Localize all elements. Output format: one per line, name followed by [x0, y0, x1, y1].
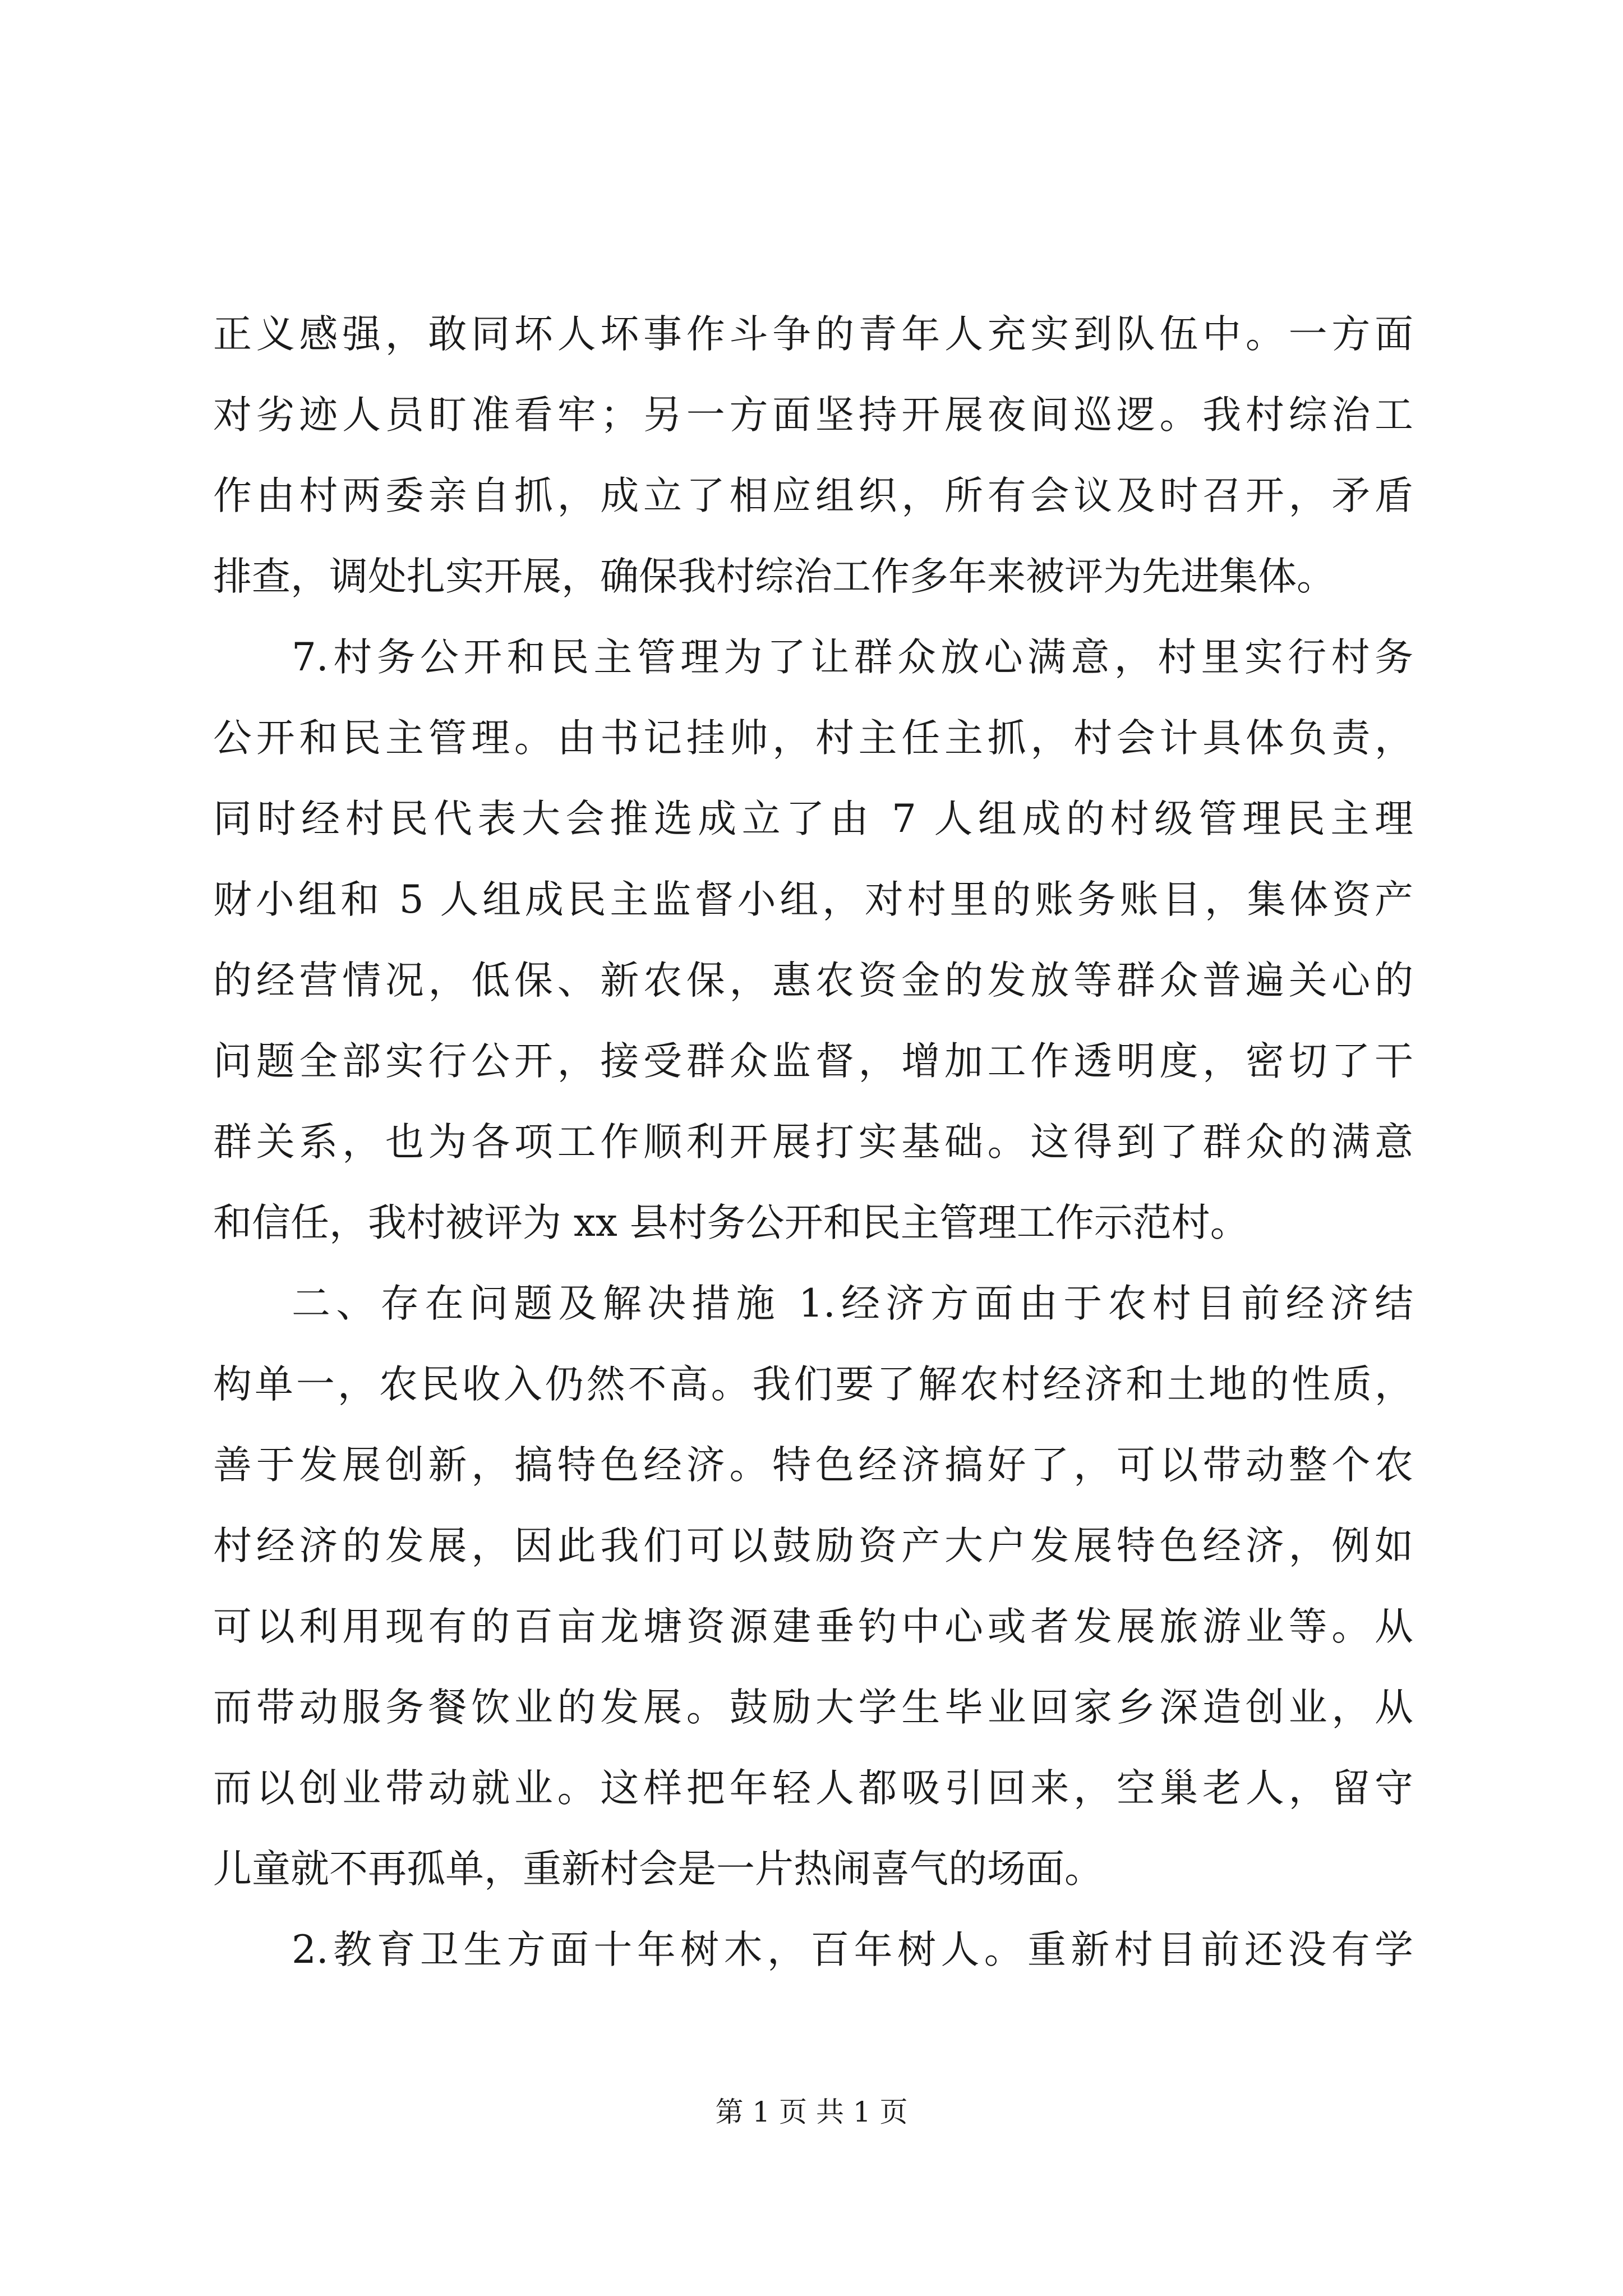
text-line: 7.村务公开和民主管理为了让群众放心满意，村里实行村务 [292, 635, 1413, 680]
text-line: 同时经村民代表大会推选成立了由 7 人组成的村级管理民主理 [213, 797, 1413, 841]
page-footer: 第 1 页 共 1 页 [715, 2096, 908, 2128]
text-line: 排查，调处扎实开展，确保我村综治工作多年来被评为先进集体。 [213, 554, 1335, 599]
text-line: 的经营情况，低保、新农保，惠农资金的发放等群众普遍关心的 [213, 958, 1413, 1003]
text-line: 正义感强，敢同坏人坏事作斗争的青年人充实到队伍中。一方面 [213, 312, 1413, 357]
text-line: 善于发展创新，搞特色经济。特色经济搞好了，可以带动整个农 [213, 1443, 1413, 1488]
text-line: 2.教育卫生方面十年树木，百年树人。重新村目前还没有学 [292, 1927, 1413, 1972]
text-line: 二、存在问题及解决措施 1.经济方面由于农村目前经济结 [292, 1281, 1413, 1326]
text-line: 财小组和 5 人组成民主监督小组，对村里的账务账目，集体资产 [213, 877, 1413, 922]
text-line: 对劣迹人员盯准看牢；另一方面坚持开展夜间巡逻。我村综治工 [213, 393, 1413, 438]
text-line: 而带动服务餐饮业的发展。鼓励大学生毕业回家乡深造创业，从 [213, 1685, 1413, 1730]
text-line: 村经济的发展，因此我们可以鼓励资产大户发展特色经济，例如 [213, 1524, 1413, 1568]
text-line: 和信任，我村被评为 xx 县村务公开和民主管理工作示范村。 [213, 1200, 1249, 1245]
text-line: 公开和民主管理。由书记挂帅，村主任主抓，村会计具体负责， [213, 716, 1413, 761]
text-line: 问题全部实行公开，接受群众监督，增加工作透明度，密切了干 [213, 1039, 1413, 1084]
text-line: 而以创业带动就业。这样把年轻人都吸引回来，空巢老人，留守 [213, 1766, 1413, 1811]
text-line: 可以利用现有的百亩龙塘资源建垂钓中心或者发展旅游业等。从 [213, 1604, 1413, 1649]
text-line: 构单一，农民收入仍然不高。我们要了解农村经济和土地的性质， [213, 1362, 1413, 1407]
text-line: 儿童就不再孤单，重新村会是一片热闹喜气的场面。 [213, 1847, 1103, 1892]
text-line: 群关系，也为各项工作顺利开展打实基础。这得到了群众的满意 [213, 1120, 1413, 1165]
body-text [213, 294, 1413, 1990]
text-line: 作由村两委亲自抓，成立了相应组织，所有会议及时召开，矛盾 [213, 473, 1413, 518]
